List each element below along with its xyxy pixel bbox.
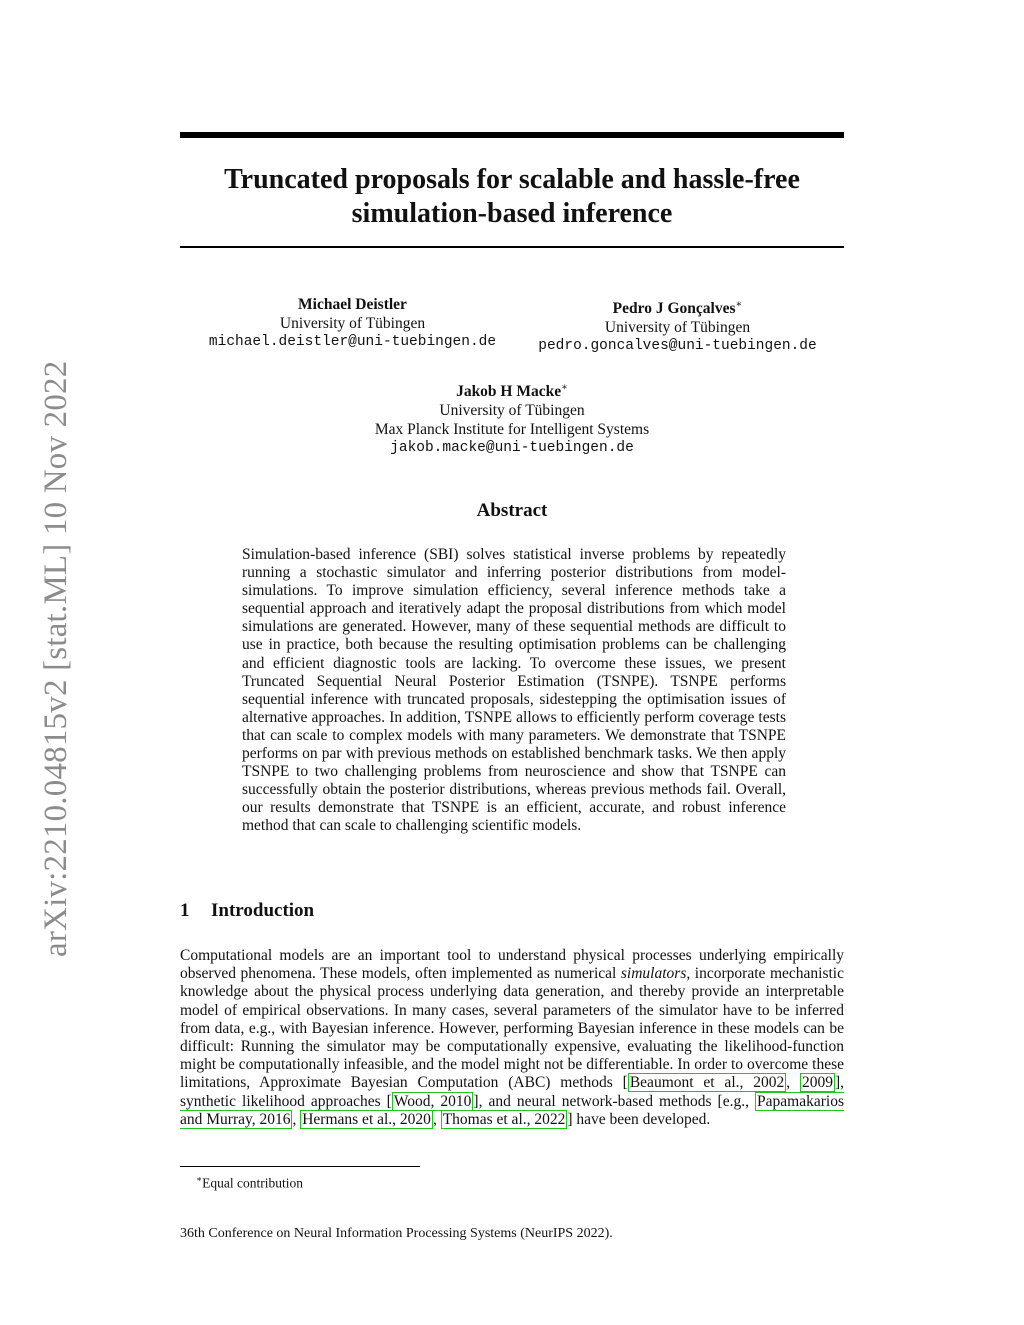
author-block-macke xyxy=(312,378,712,458)
author-email: pedro.goncalves@uni-tuebingen.de xyxy=(538,338,817,355)
author-name: Michael Deistler xyxy=(298,296,407,313)
citation-link-beaumont-2009[interactable]: 2009 xyxy=(801,1074,833,1092)
author-block-goncalves xyxy=(520,295,835,356)
section-number: 1 xyxy=(180,900,190,921)
author-affiliation: University of Tübingen xyxy=(439,402,585,420)
author-email: michael.deistler@uni-tuebingen.de xyxy=(208,334,497,350)
footnote-mark: ∗ xyxy=(196,1174,203,1184)
author-affiliation: University of Tübingen xyxy=(279,315,426,332)
footnote-text: Equal contribution xyxy=(202,1175,303,1191)
citation-link-beaumont-2002[interactable]: Beaumont et al., 2002 xyxy=(629,1074,785,1092)
citation-link-papamakarios-2016[interactable]: Papamakarios and Murray, 2016 xyxy=(180,1092,844,1128)
conference-note: 36th Conference on Neural Information Processing Systems (NeurIPS 2022). xyxy=(180,1226,613,1241)
emphasis-simulators: simulators xyxy=(620,965,687,983)
title-bottom-rule xyxy=(180,246,844,248)
introduction-paragraph: Computational models are an important tool to understand physical processes underlying empirically observed phenomena. These models, often implemented as numerical simulators, incorporate mechanistic knowledge about the physical process underlying data generation, and thereby provide an interpretable model of empirical observations. In many cases, several parameters of the simulator have to be inferred from data, e.g., with Bayesian inference. However, performing Bayesian inference in these models can be difficult: Running the simulator may be computationally expensive, evaluating the likelihood-function might be computationally infeasible, and the model might not be differentiable. In order to overcome these limitations, Approximate Bayesian Computation (ABC) methods [ Beaumont et al., 2002 , 2009 ], synthetic likelihood approaches [ Wood, 2010 ], and neural network-based methods [e.g., Papamakarios and Murray, 2016 , Hermans et al., 2020 , Thomas et al., 2022 ] have been developed. xyxy=(180,947,845,1128)
citation-link-thomas-2022[interactable]: Thomas et al., 2022 xyxy=(442,1110,566,1128)
introduction-heading xyxy=(180,900,844,922)
title-top-rule xyxy=(180,132,844,138)
paper-title-line-1: Truncated proposals for scalable and hassle-free xyxy=(224,164,800,195)
author-block-deistler xyxy=(195,295,510,352)
author-email: jakob.macke@uni-tuebingen.de xyxy=(390,440,634,457)
citation-link-wood-2010[interactable]: Wood, 2010 xyxy=(393,1092,472,1110)
abstract-text: Simulation-based inference (SBI) solves statistical inverse problems by repeatedly running a stochastic simulator and inferring posterior distributions from model-simulations. To improve simulation efficiency, several inference methods take a sequential approach and iteratively adapt the proposal distributions from which model simulations are generated. However, many of these sequential methods are difficult to use in practice, both because the resulting optimisation problems can be challenging and efficient diagnostic tools are lacking. To overcome these issues, we present Truncated Sequential Neural Posterior Estimation (TSNPE). TSNPE performs sequential inference with truncated proposals, sidestepping the optimisation issues of alternative approaches. In addition, TSNPE allows to efficiently perform coverage tests that can scale to complex models with many parameters. We demonstrate that TSNPE performs on par with previous methods on established benchmark tasks. We then apply TSNPE to two challenging problems from neuroscience and show that TSNPE can successfully obtain the posterior distributions, whereas previous methods fail. Overall, our results demonstrate that TSNPE is an efficient, accurate, and robust inference method that can scale to challenging scientific models. xyxy=(242,546,786,835)
author-affiliation: University of Tübingen xyxy=(604,319,751,337)
equal-contribution-mark: ∗ xyxy=(735,299,743,310)
paper-title xyxy=(180,163,844,231)
author-name: Pedro J Gonçalves∗ xyxy=(612,299,743,318)
author-affiliation-secondary: Max Planck Institute for Intelligent Systems xyxy=(374,421,650,439)
abstract-heading: Abstract xyxy=(476,500,548,521)
section-title: Introduction xyxy=(211,900,315,921)
footnote-rule xyxy=(180,1166,420,1167)
arxiv-identifier-stamp: arXiv:2210.04815v2 [stat.ML] 10 Nov 2022 xyxy=(38,360,74,957)
equal-contribution-mark: ∗ xyxy=(561,382,568,393)
footnote-equal-contribution xyxy=(196,1171,303,1192)
paper-title-line-2: simulation-based inference xyxy=(351,198,673,229)
author-name: Jakob H Macke∗ xyxy=(456,382,568,401)
citation-link-hermans-2020[interactable]: Hermans et al., 2020 xyxy=(302,1110,431,1128)
